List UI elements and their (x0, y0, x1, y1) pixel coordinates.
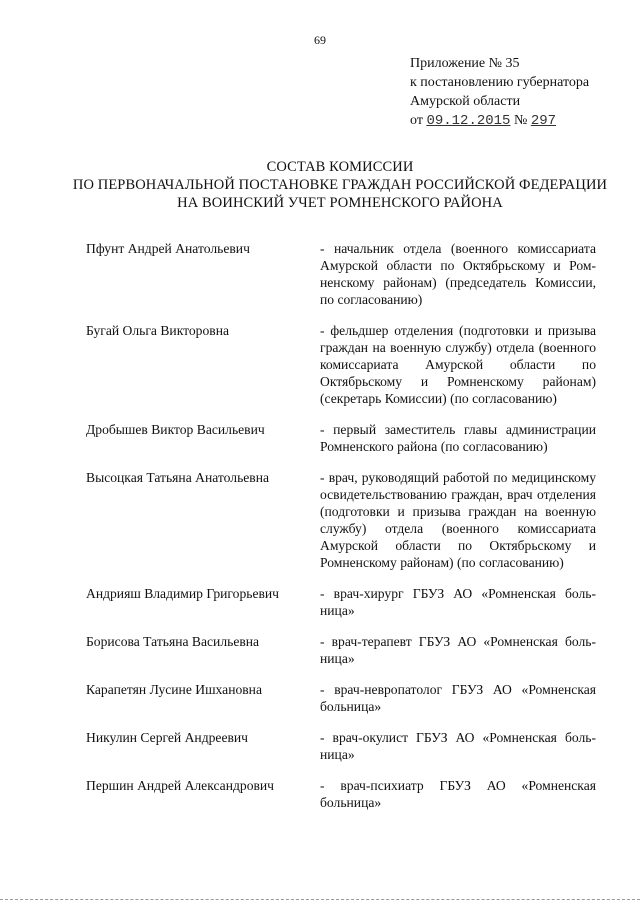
member-role: - врач, руководящий работой по медицинскому освидетельствованию граждан, врач отделения (подготовки и призыва граждан на военную службу) отдела (военного комиссариата Амурской области по Октябрьскому и Ромненскому районам) (по согласованию) (320, 470, 596, 570)
appendix-reference: к постановлению губернатора (410, 75, 590, 90)
member-row (86, 777, 596, 811)
member-name: Пфунт Андрей Анатольевич (86, 241, 250, 256)
heading-line-1: СОСТАВ КОМИССИИ (266, 159, 414, 175)
member-name: Дробышев Виктор Васильевич (86, 422, 265, 437)
member-role: - врач-хирург ГБУЗ АО «Ромненская больница» (320, 586, 596, 618)
member-row (86, 421, 596, 455)
member-name: Бугай Ольга Викторовна (86, 323, 229, 338)
member-row (86, 240, 596, 308)
document-heading (40, 158, 640, 212)
member-name: Андрияш Владимир Григорьевич (86, 586, 280, 601)
member-role: - врач-психиатр ГБУЗ АО «Ромненская больница» (320, 778, 596, 810)
member-name: Карапетян Лусине Ишхановна (86, 682, 262, 697)
member-row (86, 585, 596, 619)
decree-number: 297 (530, 113, 557, 129)
member-row (86, 469, 596, 571)
number-sign: № (513, 113, 528, 128)
date-prefix: от (410, 113, 423, 128)
member-name: Борисова Татьяна Васильевна (86, 634, 260, 649)
scan-edge-divider (0, 899, 640, 900)
member-role: - фельдшер отделения (подготовки и призыва граждан на военную службу) отдела (военного комиссариата Амурской области по Октябрьскому и Ромненскому районам) (секретарь Комиссии) (по согласованию) (320, 323, 596, 406)
decree-date: 09.12.2015 (426, 113, 511, 129)
member-role: - врач-окулист ГБУЗ АО «Ромненская больница» (320, 730, 596, 762)
member-row (86, 729, 596, 763)
heading-line-2: ПО ПЕРВОНАЧАЛЬНОЙ ПОСТАНОВКЕ ГРАЖДАН РОССИЙСКОЙ ФЕДЕРАЦИИ (72, 177, 608, 193)
appendix-region: Амурской области (410, 94, 521, 109)
appendix-block (410, 54, 589, 131)
member-role: - первый заместитель главы администрации Ромненского района (по согласованию) (320, 422, 596, 454)
member-row (86, 322, 596, 407)
appendix-date-line (410, 111, 589, 131)
page-number: 69 (314, 33, 326, 47)
member-name: Никулин Сергей Андреевич (86, 730, 249, 745)
heading-line-3: НА ВОИНСКИЙ УЧЕТ РОМНЕНСКОГО РАЙОНА (177, 195, 503, 211)
members-list (86, 240, 596, 811)
member-role: - начальник отдела (военного комиссариата Амурской области по Октябрьскому и Ромненскому районам) (председатель Комиссии, по согласованию) (320, 241, 596, 307)
appendix-title: Приложение № 35 (410, 56, 520, 71)
member-role: - врач-невропатолог ГБУЗ АО «Ромненская больница» (320, 682, 596, 714)
member-role: - врач-терапевт ГБУЗ АО «Ромненская больница» (320, 634, 596, 666)
member-name: Першин Андрей Александрович (86, 778, 275, 793)
member-row (86, 681, 596, 715)
member-row (86, 633, 596, 667)
member-name: Высоцкая Татьяна Анатольевна (86, 470, 270, 485)
